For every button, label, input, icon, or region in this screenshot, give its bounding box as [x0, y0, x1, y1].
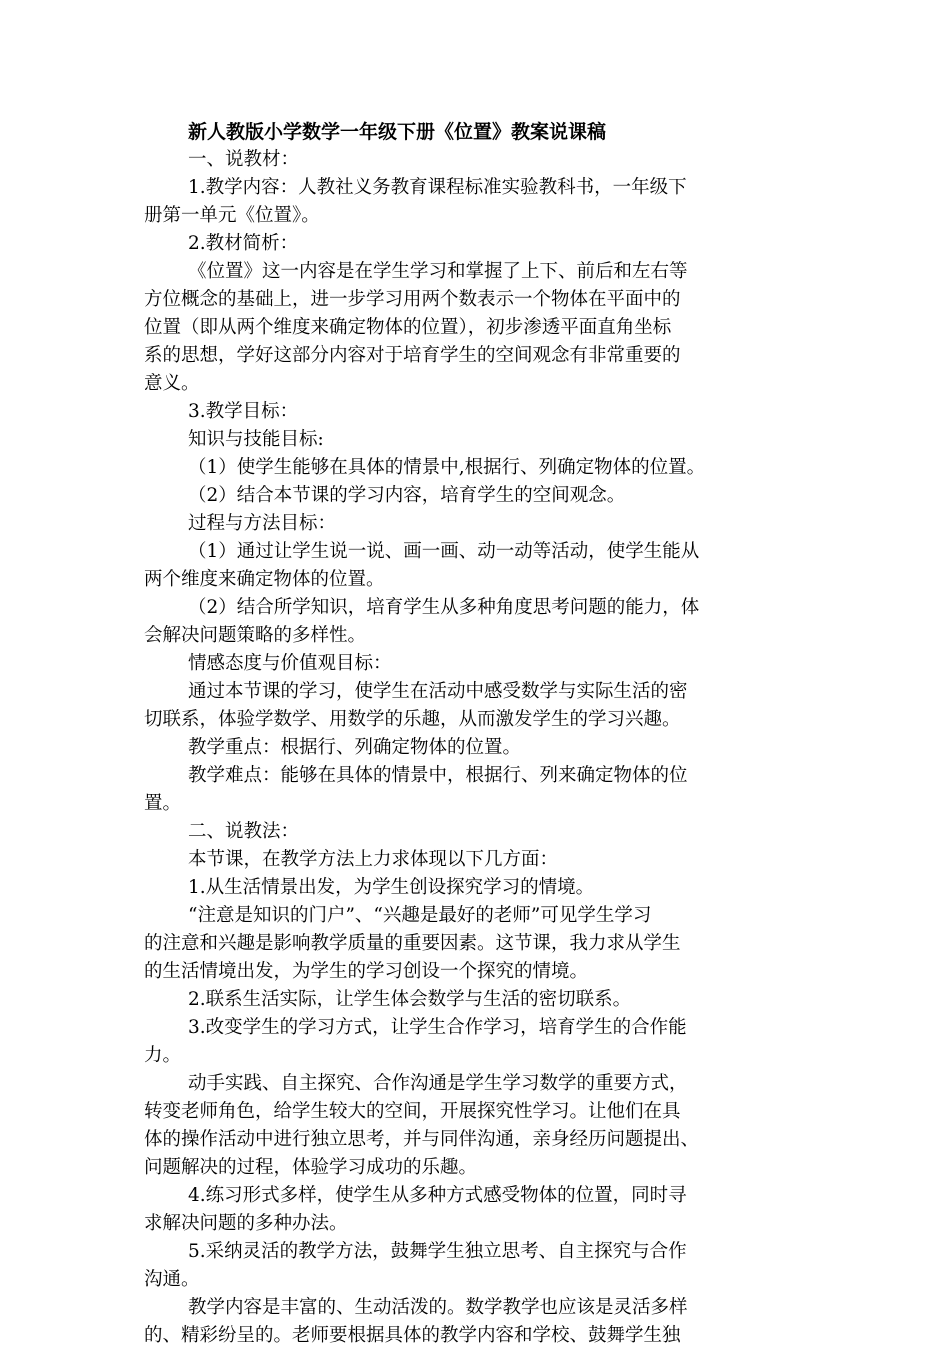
text-line: 《位置》这一内容是在学生学习和掌握了上下、前后和左右等: [188, 261, 688, 282]
text-line: 教学重点：根据行、列确定物体的位置。: [188, 737, 522, 758]
text-line: 2.教材简析：: [188, 233, 299, 254]
text-line: 过程与方法目标：: [188, 513, 337, 534]
text-line: 动手实践、自主探究、合作沟通是学生学习数学的重要方式，: [188, 1073, 688, 1094]
paragraph: [144, 874, 814, 902]
text-line: 系的思想，学好这部分内容对于培育学生的空间观念有非常重要的: [144, 345, 681, 366]
paragraph: [144, 678, 814, 734]
text-line: 的注意和兴趣是影响教学质量的重要因素。这节课，我力求从学生: [144, 933, 681, 954]
document-title: 新人教版小学数学一年级下册《位置》教案说课稿: [188, 121, 607, 143]
text-line: 本节课，在教学方法上力求体现以下几方面：: [188, 849, 559, 870]
text-line: 二、说教法：: [188, 821, 300, 842]
paragraph: [144, 398, 814, 426]
text-line: 两个维度来确定物体的位置。: [144, 569, 385, 590]
text-line: （1）使学生能够在具体的情景中,根据行、列确定物体的位置。: [188, 457, 706, 478]
paragraph: [144, 818, 814, 846]
text-line: 册第一单元《位置》。: [144, 205, 320, 226]
paragraph: [144, 734, 814, 762]
text-line: （1）通过让学生说一说、画一画、动一动等活动，使学生能从: [188, 541, 700, 562]
paragraph: [144, 1070, 814, 1182]
paragraph: [144, 1014, 814, 1070]
text-line: 意义。: [144, 373, 200, 394]
text-line: 的、精彩纷呈的。老师要根据具体的教学内容和学校、鼓舞学生独: [144, 1325, 681, 1346]
text-line: 位置（即从两个维度来确定物体的位置），初步渗透平面直角坐标: [144, 317, 672, 338]
text-line: 教学内容是丰富的、生动活泼的。数学教学也应该是灵活多样: [188, 1297, 688, 1318]
text-line: 切联系，体验学数学、用数学的乐趣，从而激发学生的学习兴趣。: [144, 709, 681, 730]
paragraph: [144, 594, 814, 650]
text-line: 5.采纳灵活的教学方法，鼓舞学生独立思考、自主探究与合作: [188, 1241, 687, 1262]
text-line: 教学难点：能够在具体的情景中，根据行、列来确定物体的位: [188, 765, 688, 786]
paragraph: [144, 902, 814, 986]
text-line: 的生活情境出发，为学生的学习创设一个探究的情境。: [144, 961, 589, 982]
text-line: 2.联系生活实际，让学生体会数学与生活的密切联系。: [188, 989, 632, 1010]
paragraph: [144, 538, 814, 594]
text-line: 3.改变学生的学习方式，让学生合作学习，培育学生的合作能: [188, 1017, 687, 1038]
paragraph: [144, 146, 814, 174]
text-line: 4.练习形式多样，使学生从多种方式感受物体的位置，同时寻: [188, 1185, 687, 1206]
text-line: 沟通。: [144, 1269, 200, 1290]
paragraph: [144, 1238, 814, 1294]
paragraph: [144, 426, 814, 454]
paragraph: [144, 454, 814, 482]
text-line: 一、说教材：: [188, 149, 300, 170]
paragraph: [144, 650, 814, 678]
paragraph: [144, 762, 814, 818]
text-line: 3.教学目标：: [188, 401, 299, 422]
text-line: 通过本节课的学习，使学生在活动中感受数学与实际生活的密: [188, 681, 688, 702]
text-line: 知识与技能目标:: [188, 429, 324, 450]
text-line: 转变老师角色，给学生较大的空间，开展探究性学习。让他们在具: [144, 1101, 681, 1122]
text-line: 求解决问题的多种办法。: [144, 1213, 348, 1234]
text-line: 1.教学内容：人教社义务教育课程标准实验教科书，一年级下: [188, 177, 687, 198]
text-line: 问题解决的过程，体验学习成功的乐趣。: [144, 1157, 478, 1178]
document-body: [144, 146, 814, 1350]
text-line: （2）结合所学知识，培育学生从多种角度思考问题的能力，体: [188, 597, 700, 618]
paragraph: [144, 1182, 814, 1238]
document-page: [144, 120, 814, 1350]
paragraph: [144, 986, 814, 1014]
paragraph: [144, 230, 814, 258]
text-line: 情感态度与价值观目标：: [188, 653, 392, 674]
paragraph: [144, 482, 814, 510]
text-line: 力。: [144, 1045, 182, 1066]
paragraph: [144, 258, 814, 398]
paragraph: [144, 174, 814, 230]
text-line: 体的操作活动中进行独立思考，并与同伴沟通，亲身经历问题提出、: [144, 1129, 700, 1150]
text-line: （2）结合本节课的学习内容，培育学生的空间观念。: [188, 485, 626, 506]
text-line: 方位概念的基础上，进一步学习用两个数表示一个物体在平面中的: [144, 289, 681, 310]
text-line: 置。: [144, 793, 182, 814]
paragraph: [144, 846, 814, 874]
text-line: 会解决问题策略的多样性。: [144, 625, 367, 646]
text-line: “注意是知识的门户”、“兴趣是最好的老师”可见学生学习: [188, 905, 652, 926]
paragraph: [144, 510, 814, 538]
text-line: 1.从生活情景出发，为学生创设探究学习的情境。: [188, 877, 595, 898]
paragraph: [144, 1294, 814, 1350]
